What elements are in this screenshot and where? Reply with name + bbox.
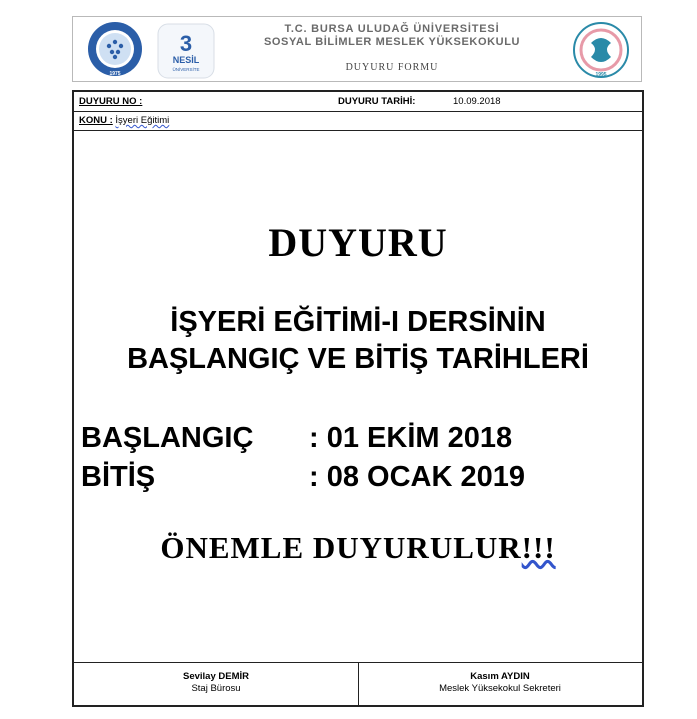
svg-text:NESİL: NESİL xyxy=(172,55,200,65)
form-row-number-date xyxy=(74,92,642,112)
closing-statement xyxy=(74,530,642,566)
svg-text:1975: 1975 xyxy=(109,71,121,77)
university-logo-icon xyxy=(79,20,151,78)
signer-right-name: Kasım AYDIN xyxy=(470,671,530,682)
header-institution: T.C. BURSA ULUDAĞ ÜNİVERSİTESİ xyxy=(284,23,500,35)
svg-text:ÜNİVERSİTE: ÜNİVERSİTE xyxy=(172,67,200,72)
form-row-subject xyxy=(74,111,642,131)
start-date-label: BAŞLANGIÇ xyxy=(81,422,254,454)
signer-left-name: Sevilay DEMİR xyxy=(183,671,249,682)
signature-left xyxy=(74,663,359,705)
end-date-value: : 08 OCAK 2019 xyxy=(309,461,525,493)
signer-right-role: Meslek Yüksekokul Sekreteri xyxy=(439,683,561,694)
header-text xyxy=(223,23,561,73)
subject-label: KONU : xyxy=(79,115,113,126)
announcement-form xyxy=(72,90,644,707)
subject-value: İşyeri Eğitimi xyxy=(115,115,170,126)
svg-text:1995: 1995 xyxy=(595,72,607,78)
closing-statement-exclaim: !!! xyxy=(521,530,556,565)
announcement-subtitle-line1: İŞYERİ EĞİTİMİ-I DERSİNİN xyxy=(170,306,546,338)
vocational-school-logo-icon xyxy=(571,21,631,79)
closing-statement-main: ÖNEMLE DUYURULUR xyxy=(160,530,522,565)
announcement-date-label: DUYURU TARİHİ: xyxy=(338,96,416,107)
signature-right xyxy=(358,663,642,705)
signature-row xyxy=(74,662,642,705)
header-school: SOSYAL BİLİMLER MESLEK YÜKSEKOKULU xyxy=(263,36,521,48)
announcement-number-label: DUYURU NO : xyxy=(79,96,143,107)
announcement-subtitle-line2: BAŞLANGIÇ VE BİTİŞ TARİHLERİ xyxy=(127,343,589,375)
svg-text:3: 3 xyxy=(179,31,193,56)
third-generation-university-logo-icon xyxy=(157,23,215,79)
form-header xyxy=(72,16,642,82)
end-date-label: BİTİŞ xyxy=(81,461,156,493)
signer-left-role: Staj Bürosu xyxy=(191,683,241,694)
start-date-value: : 01 EKİM 2018 xyxy=(309,422,513,454)
announcement-date-value: 10.09.2018 xyxy=(453,96,501,107)
announcement-title: DUYURU xyxy=(268,220,448,265)
header-form-title: DUYURU FORMU xyxy=(345,62,439,73)
